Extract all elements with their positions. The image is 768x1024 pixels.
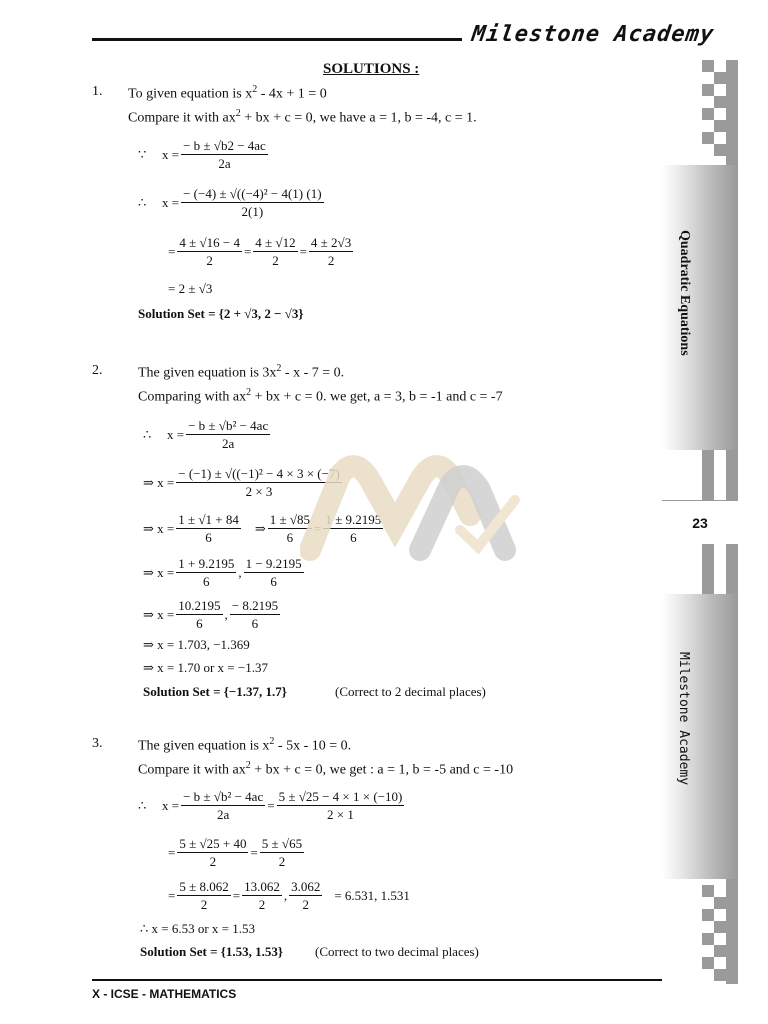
question-number: 3. [92,736,103,751]
question-number: 1. [92,84,103,99]
q2-values: ⇒ x = $\frac{10.2195}{6}$ , $\frac{- 8.2195}{6}$ [143,598,279,631]
q2-solution-set: Solution Set = {−1.37, 1.7} [143,684,287,699]
chapter-tab [662,165,738,450]
sidebar-tab [662,60,738,984]
q2-result1: ⇒ x = 1.703, −1.369 [143,637,250,652]
q2-line1: The given equation is $3x^2 - x - 7 = 0$. [138,363,345,381]
q2-line2: Comparing with $ax^2$ + bx + c = 0. we get, a = 3, b = -1 and c = -7 [138,387,503,405]
header-rule [92,38,462,41]
chapter-title: Quadratic Equations [677,230,692,356]
footer-text: X - ICSE - MATHEMATICS [92,987,237,1001]
q3-line2: Compare it with $ax^2$ + bx + c = 0, we get : a = 1, b = -5 and c = -10 [138,760,514,778]
q2-split: ⇒ x = $\frac{1 + 9.2195}{6}$ , $\frac{1 - 9.2195}{6}$ [143,556,302,589]
checker-pattern [662,879,738,984]
q3-values: = $\frac{5 \pm 8.062}{2}$ = $\frac{13.062}{2}$ , $\frac{3.062}{2}$ = 6.531, 1.531 [168,879,410,912]
q2-note: (Correct to 2 decimal places) [335,684,486,699]
checker-pattern [662,544,738,594]
page-number: 23 [662,500,738,546]
q1-line2: Compare it with $ax^2$ + bx + c = 0, we have a = 1, b = -4, c = 1. [128,108,477,126]
q3-note: (Correct to two decimal places) [315,944,479,959]
page-heading: SOLUTIONS : [323,61,420,77]
q3-simplify: = $\frac{5 \pm √25 + 40}{2}$ = $\frac{5 \pm √65}{2}$ [168,836,303,869]
q1-simplify: = $\frac{4 \pm √16 - 4}{2}$ = $\frac{4 \pm √12}{2}$ = $\frac{4 \pm 2√3}{2}$ [168,235,352,268]
q1-substitution: ∴ x = $\frac{\text{− (−4) ± √((−4)² − 4(1) (1)}}{2(1)}$ [138,186,322,219]
q3-formula: ∴ x = $\frac{\text{− b ± √b² − 4ac}}{2a}$ = $\frac{5 \pm √25 - 4 \times 1 \times (-10)}{2 \times 1}$ [138,789,403,822]
q1-line1: To given equation is $x^2 - 4x + 1 = 0$ [128,84,327,102]
brand-vertical: Milestone Academy [676,652,691,786]
q3-line1: The given equation is $x^2 - 5x - 10 = 0$. [138,736,352,754]
q2-simplify: ⇒ x = $\frac{1 \pm √1 + 84}{6}$ ⇒ $\frac{1 \pm √85}{6}$ = $\frac{1 \pm 9.2195}{6}$ [143,512,382,545]
watermark-logo [300,455,525,565]
q3-solution-set: Solution Set = {1.53, 1.53} [140,944,283,959]
q3-result: ∴ x = 6.53 or x = 1.53 [140,921,256,936]
brand-tab [662,594,738,879]
q1-formula: ∵ x = $\frac{- b \pm √b2 - 4ac}{2a}$ [138,138,266,171]
q1-solution-set: Solution Set = {2 + √3, 2 − √3} [138,306,304,321]
q2-result2: ⇒ x = 1.70 or x = −1.37 [143,660,268,675]
brand-title: Milestone Academy [470,22,716,47]
q2-formula: ∴ x = $\frac{\text{− b ± √b² − 4ac}}{2a}$ [143,418,269,451]
q2-substitution: ⇒ x = $\frac{\text{− (−1) ± √((−1)² − 4 × 3 × (−7)}}{2 \times 3}$ [143,466,340,499]
footer-rule [92,979,662,981]
checker-pattern [662,60,738,165]
question-number: 2. [92,363,103,378]
q1-result: = 2 ± √3 [168,281,213,296]
checker-pattern [662,450,738,500]
